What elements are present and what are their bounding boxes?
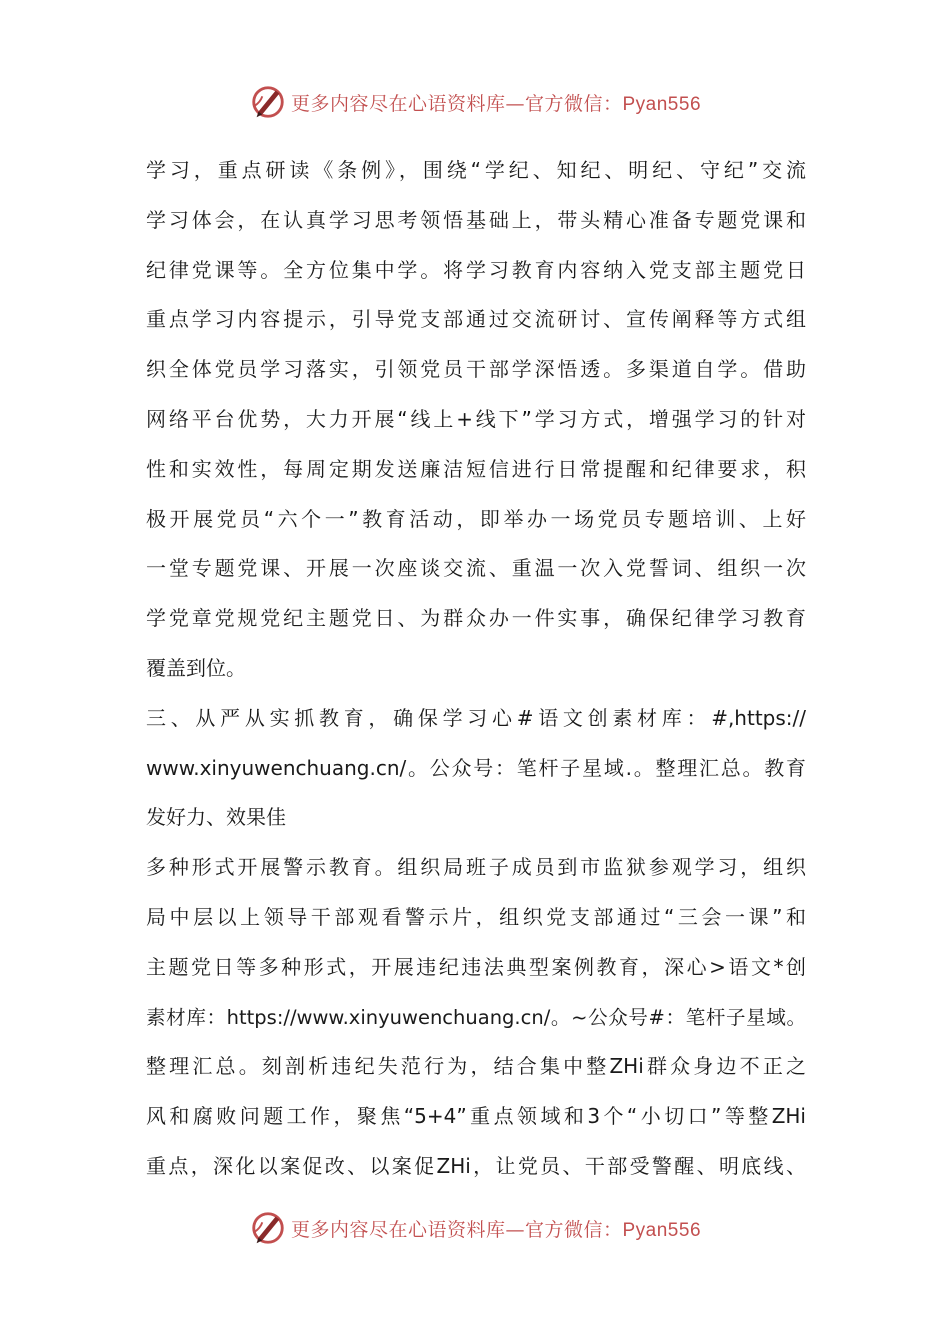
header-banner (0, 82, 950, 122)
text-line: 发好力、效果佳 (146, 805, 286, 830)
banner-slogan: 更多内容尽在心语资料库—官方微信： (290, 92, 623, 115)
document-body (146, 146, 806, 1192)
text-line: 纪律党课等。全方位集中学。将学习教育内容纳入党支部主题党日 (146, 257, 806, 282)
banner-slogan: 更多内容尽在心语资料库—官方微信： (290, 1218, 623, 1241)
text-line: 风和腐败问题工作，聚焦“5+4”重点领域和3个“小切口”等整ZHi (146, 1104, 806, 1129)
banner-wechat-id: Pyan556 (622, 1219, 702, 1241)
text-line: 织全体党员学习落实，引领党员干部学深悟透。多渠道自学。借助 (146, 357, 806, 382)
text-line: 网络平台优势，大力开展“线上+线下”学习方式，增强学习的针对 (146, 406, 806, 431)
text-line: 重点学习内容提示，引导党支部通过交流研讨、宣传阐释等方式组 (146, 307, 806, 332)
banner-text (291, 89, 701, 116)
banner-text (291, 1215, 701, 1242)
pen-logo-icon (249, 1209, 287, 1247)
text-line: 主题党日等多种形式，开展违纪违法典型案例教育，深心>语文*创 (146, 954, 806, 979)
text-line: 整理汇总。刻剖析违纪失范行为，结合集中整ZHi群众身边不正之 (146, 1054, 806, 1079)
text-line: 重点，深化以案促改、以案促ZHi，让党员、干部受警醒、明底线、 (146, 1153, 806, 1178)
text-line: 学党章党规党纪主题党日、为群众办一件实事，确保纪律学习教育 (146, 606, 806, 631)
text-line: 学习体会，在认真学习思考领悟基础上，带头精心准备专题党课和 (146, 207, 806, 232)
banner-wechat-id: Pyan556 (622, 93, 702, 115)
text-line: 素材库：https://www.xinyuwenchuang.cn/。~公众号#：笔杆子星域。 (146, 1005, 806, 1029)
text-line: 极开展党员“六个一”教育活动，即举办一场党员专题培训、上好 (146, 506, 806, 531)
footer-banner (0, 1208, 950, 1248)
text-line: 一堂专题党课、开展一次座谈交流、重温一次入党誓词、组织一次 (146, 556, 806, 581)
text-line: www.xinyuwenchuang.cn/。公众号：笔杆子星域.。整理汇总。教育 (146, 755, 806, 780)
text-line: 覆盖到位。 (146, 655, 246, 680)
section-heading-line: 三、从严从实抓教育，确保学习心#语文创素材库：#,https:// (146, 705, 806, 730)
text-line: 多种形式开展警示教育。组织局班子成员到市监狱参观学习，组织 (146, 855, 806, 880)
text-line: 性和实效性，每周定期发送廉洁短信进行日常提醒和纪律要求，积 (146, 456, 806, 481)
text-line: 局中层以上领导干部观看警示片，组织党支部通过“三会一课”和 (146, 904, 806, 929)
text-line: 学习，重点研读《条例》，围绕“学纪、知纪、明纪、守纪”交流 (146, 158, 806, 182)
pen-logo-icon (249, 83, 287, 121)
